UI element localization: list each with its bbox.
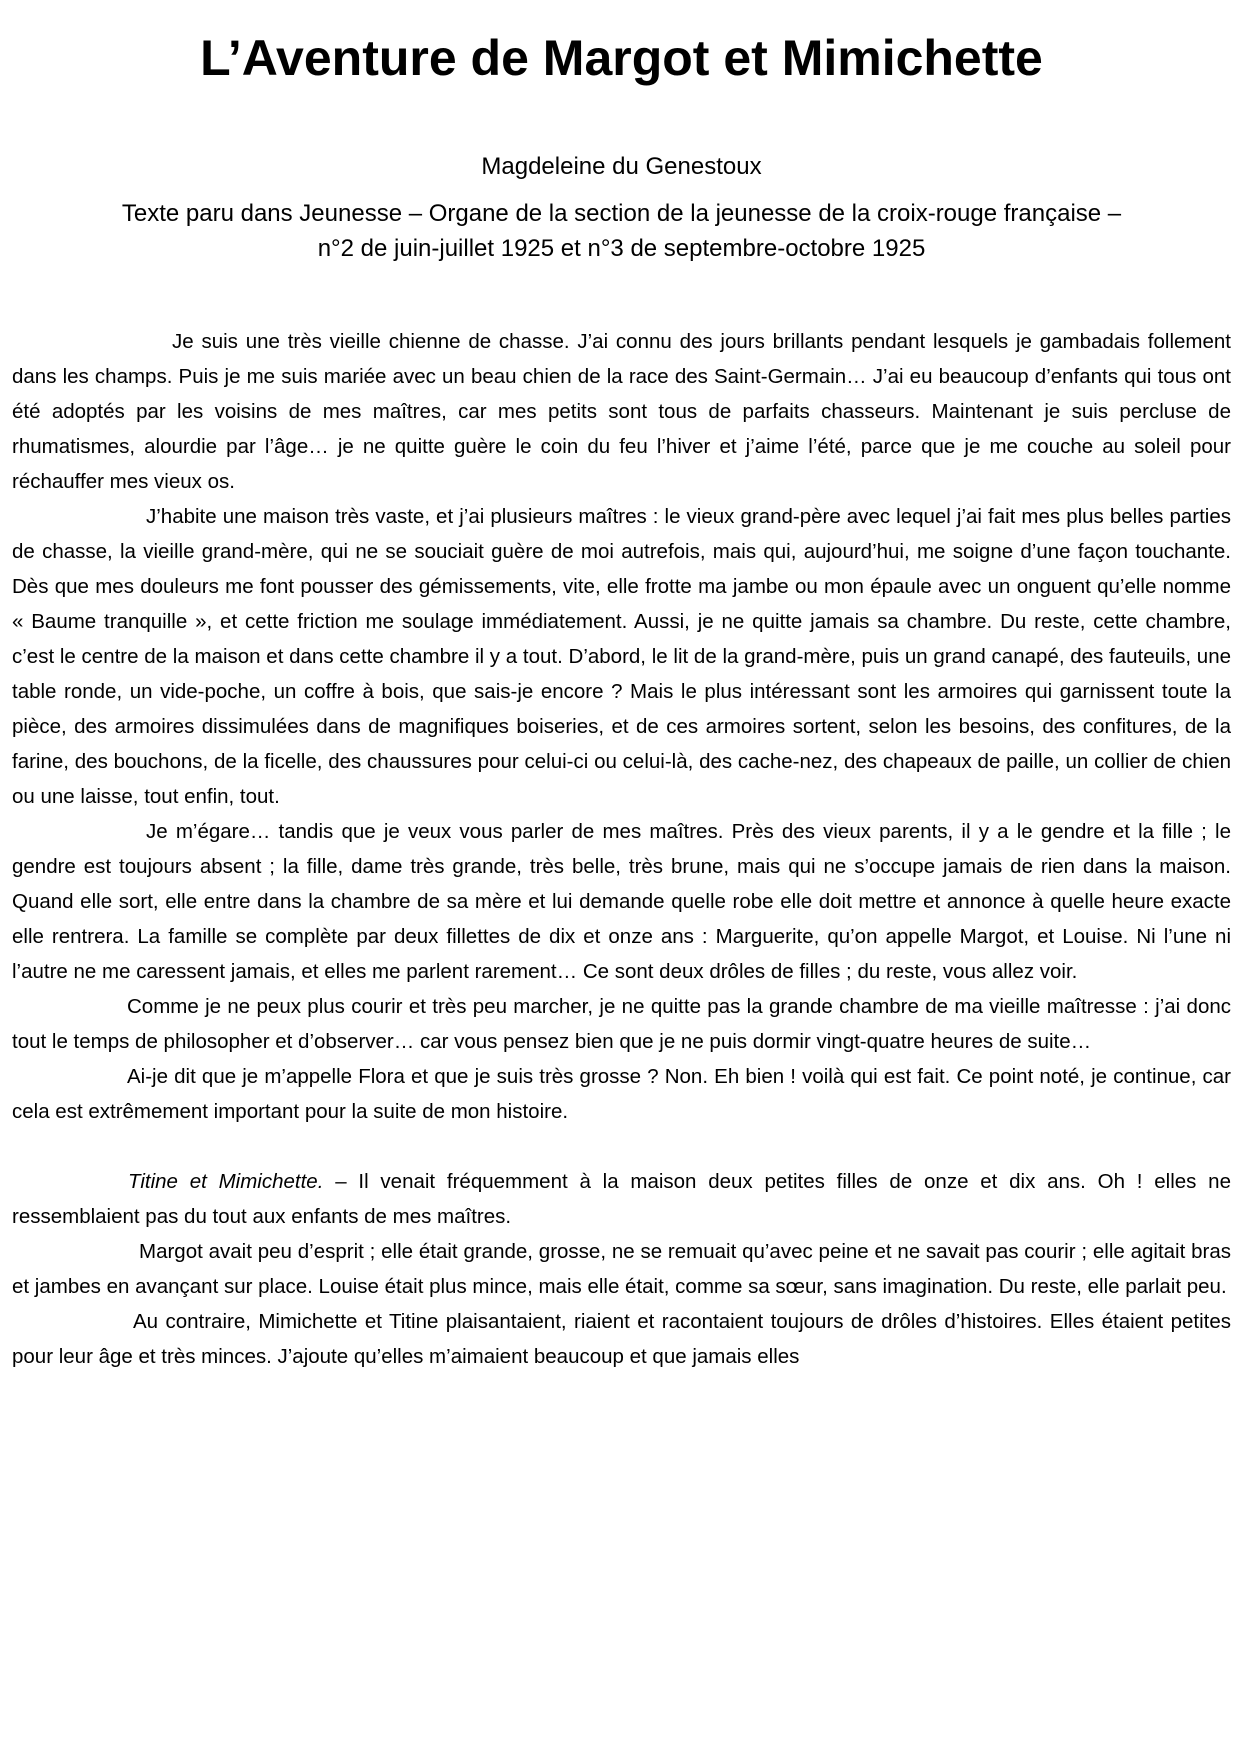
paragraph: Je m’égare… tandis que je veux vous parler de mes maîtres. Près des vieux parents, il y a le gendre et la fille ; le gendre est toujours absent ; la fille, dame très grande, très belle, très brune, mais qui ne s’occupe jamais de rien dans la maison. Quand elle sort, elle entre dans la chambre de sa mère et lui demande quelle robe elle doit mettre et annonce à quelle heure exacte elle rentrera. La famille se complète par deux fillettes de dix et onze ans : Marguerite, qu’on appelle Margot, et Louise. Ni l’une ni l’autre ne me caressent jamais, et elles me parlent rarement… Ce sont deux drôles de filles ; du reste, vous allez voir.: [12, 820, 1231, 983]
source-line-2: n°2 de juin-juillet 1925 et n°3 de septembre-octobre 1925: [317, 235, 926, 262]
paragraph-spacer: [12, 1129, 1231, 1164]
paragraph: Ai-je dit que je m’appelle Flora et que je suis très grosse ? Non. Eh bien ! voilà qui est fait. Ce point noté, je continue, car cela est extrêmement important pour la suite de mon histoire.: [12, 1065, 1231, 1123]
paragraph: J’habite une maison très vaste, et j’ai plusieurs maîtres : le vieux grand-père avec lequel j’ai fait mes plus belles parties de chasse, la vieille grand-mère, qui ne se souciait guère de moi autrefois, mais qui, aujourd’hui, me soigne d’une façon touchante. Dès que mes douleurs me font pousser des gémissements, vite, elle frotte ma jambe ou mon épaule avec un onguent qu’elle nomme « Baume tranquille », et cette friction me soulage immédiatement. Aussi, je ne quitte jamais sa chambre. Du reste, cette chambre, c’est le centre de la maison et dans cette chambre il y a tout. D’abord, le lit de la grand-mère, puis un grand canapé, des fauteuils, une table ronde, un vide-poche, un coffre à bois, que sais-je encore ? Mais le plus intéressant sont les armoires qui garnissent toute la pièce, des armoires dissimulées dans de magnifiques boiseries, et de ces armoires sortent, selon les besoins, des confitures, de la farine, des bouchons, de la ficelle, des chaussures pour celui-ci ou celui-là, des cache-nez, des chapeaux de paille, un collier de chien ou une laisse, tout enfin, tout.: [12, 505, 1231, 808]
paragraph: Au contraire, Mimichette et Titine plaisantaient, riaient et racontaient toujours de drôles d’histoires. Elles étaient petites pour leur âge et très minces. J’ajoute qu’elles m’aimaient beaucoup et que jamais elles: [12, 1310, 1231, 1368]
document-title: L’Aventure de Margot et Mimichette: [200, 30, 1043, 86]
paragraph-text: – Il venait fréquemment à la maison deux petites filles de onze et dix ans. Oh ! elles ne ressemblaient pas du tout aux enfants de mes maîtres.: [12, 1170, 1231, 1228]
paragraph: Margot avait peu d’esprit ; elle était grande, grosse, ne se remuait qu’avec peine et ne savait pas courir ; elle agitait bras et jambes en avançant sur place. Louise était plus mince, mais elle était, comme sa sœur, sans imagination. Du reste, elle parlait peu.: [12, 1240, 1231, 1298]
section-paragraph: [12, 1164, 1231, 1234]
author-name: Magdeleine du Genestoux: [481, 153, 762, 180]
publication-source: [12, 196, 1231, 266]
document-body: [12, 324, 1231, 1374]
section-heading: Titine et Mimichette.: [128, 1170, 324, 1193]
paragraph: Je suis une très vieille chienne de chasse. J’ai connu des jours brillants pendant lesquels je gambadais follement dans les champs. Puis je me suis mariée avec un beau chien de la race des Saint-Germain… J’ai eu beaucoup d’enfants qui tous ont été adoptés par les voisins de mes maîtres, car mes petits sont tous de parfaits chasseurs. Maintenant je suis percluse de rhumatismes, alourdie par l’âge… je ne quitte guère le coin du feu l’hiver et j’aime l’été, parce que je me couche au soleil pour réchauffer mes vieux os.: [12, 330, 1231, 493]
paragraph: Comme je ne peux plus courir et très peu marcher, je ne quitte pas la grande chambre de ma vieille maîtresse : j’ai donc tout le temps de philosopher et d’observer… car vous pensez bien que je ne puis dormir vingt-quatre heures de suite…: [12, 995, 1231, 1053]
source-line-1: Texte paru dans Jeunesse – Organe de la section de la jeunesse de la croix-rouge française –: [121, 200, 1122, 227]
